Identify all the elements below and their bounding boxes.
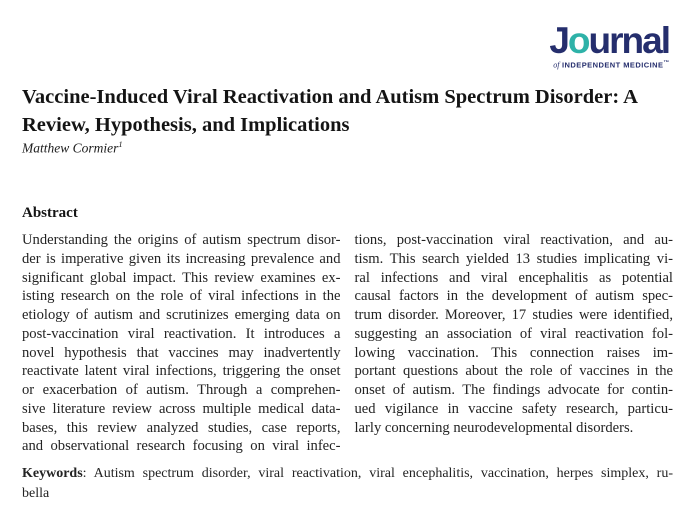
keywords-section (22, 464, 673, 503)
abstract-heading: Abstract (22, 205, 78, 221)
abstract-text-line: significant global impact. This review examines ex- (22, 269, 341, 286)
logo-letter-j: J (549, 20, 568, 61)
abstract-text-line: suggesting an association of viral reactivation fol- (354, 325, 673, 342)
article-title-line-1: Vaccine-Induced Viral Reactivation and Autism Spectrum Disorder: A (22, 86, 638, 108)
abstract-column-right (355, 231, 674, 456)
keywords-line-2: bella (22, 485, 50, 501)
abstract-text-line: causal factors in the development of autism spec- (354, 288, 673, 305)
tagline-of: of (553, 60, 560, 70)
abstract-text-line: isting research on the role of viral infections in the (22, 288, 341, 305)
abstract-text-line: Understanding the origins of autism spectrum disor- (22, 232, 341, 248)
abstract-text-line: sive literature review across multiple medical data- (22, 400, 341, 417)
abstract-body (22, 231, 673, 456)
abstract-text-line: post-vaccination viral reactivation. It introduces a (22, 325, 341, 342)
article-title (22, 84, 638, 139)
abstract-text-line: tions, post-vaccination viral reactivation, and au- (354, 232, 673, 248)
keywords-label: Keywords (22, 466, 83, 481)
journal-logo-wordmark (549, 22, 669, 59)
keywords-line-1 (22, 464, 673, 484)
abstract-text-line: and observational research focusing on viral infec- (22, 438, 341, 455)
tagline-text: INDEPENDENT MEDICINE (561, 60, 664, 70)
abstract-text-line: etiology of autism and scrutinizes emerging data on (22, 307, 341, 323)
abstract-text-line: novel hypothesis that vaccines may inadvertently (22, 344, 341, 361)
trademark-symbol: ™ (663, 60, 669, 66)
abstract-text-line: der is imperative given its increasing prevalence and (22, 250, 341, 267)
logo-letter-o: o (567, 20, 589, 61)
abstract-text-line: ued vigilance in vaccine safety research, particu- (354, 400, 673, 417)
abstract-text-line: onset of autism. The findings advocate for contin- (354, 382, 673, 398)
abstract-text-line: bases, this review analyzed studies, case reports, (22, 419, 341, 436)
author-byline (22, 139, 123, 157)
abstract-column-left (22, 231, 341, 456)
abstract-text-line: ral infections and viral encephalitis as potential (354, 269, 673, 286)
journal-logo-tagline (549, 60, 669, 70)
abstract-text-line: tism. This search yielded 13 studies implicating vi- (354, 250, 673, 267)
keywords-text: : Autism spectrum disorder, viral reactivation, viral encephalitis, vaccination, herpes simplex, ru- (82, 466, 673, 481)
abstract-text-line: or exacerbation of autism. Through a comprehen- (22, 382, 341, 398)
abstract-text-line: larly concerning neurodevelopmental disorders. (354, 419, 634, 436)
author-name: Matthew Cormier (22, 140, 119, 156)
author-affiliation-superscript: 1 (118, 139, 123, 149)
journal-logo (549, 22, 669, 70)
logo-letters-urnal: urnal (588, 20, 669, 61)
abstract-text-line: portant questions about the role of vaccines in the (354, 363, 673, 380)
abstract-text-line: reactivate latent viral infections, triggering the onset (22, 363, 341, 380)
abstract-text-line: lowing vaccination. This connection raises im- (354, 344, 673, 361)
abstract-text-line: trum disorder. Moreover, 17 studies were identified, (354, 307, 673, 323)
article-title-line-2: Review, Hypothesis, and Implications (22, 113, 350, 136)
